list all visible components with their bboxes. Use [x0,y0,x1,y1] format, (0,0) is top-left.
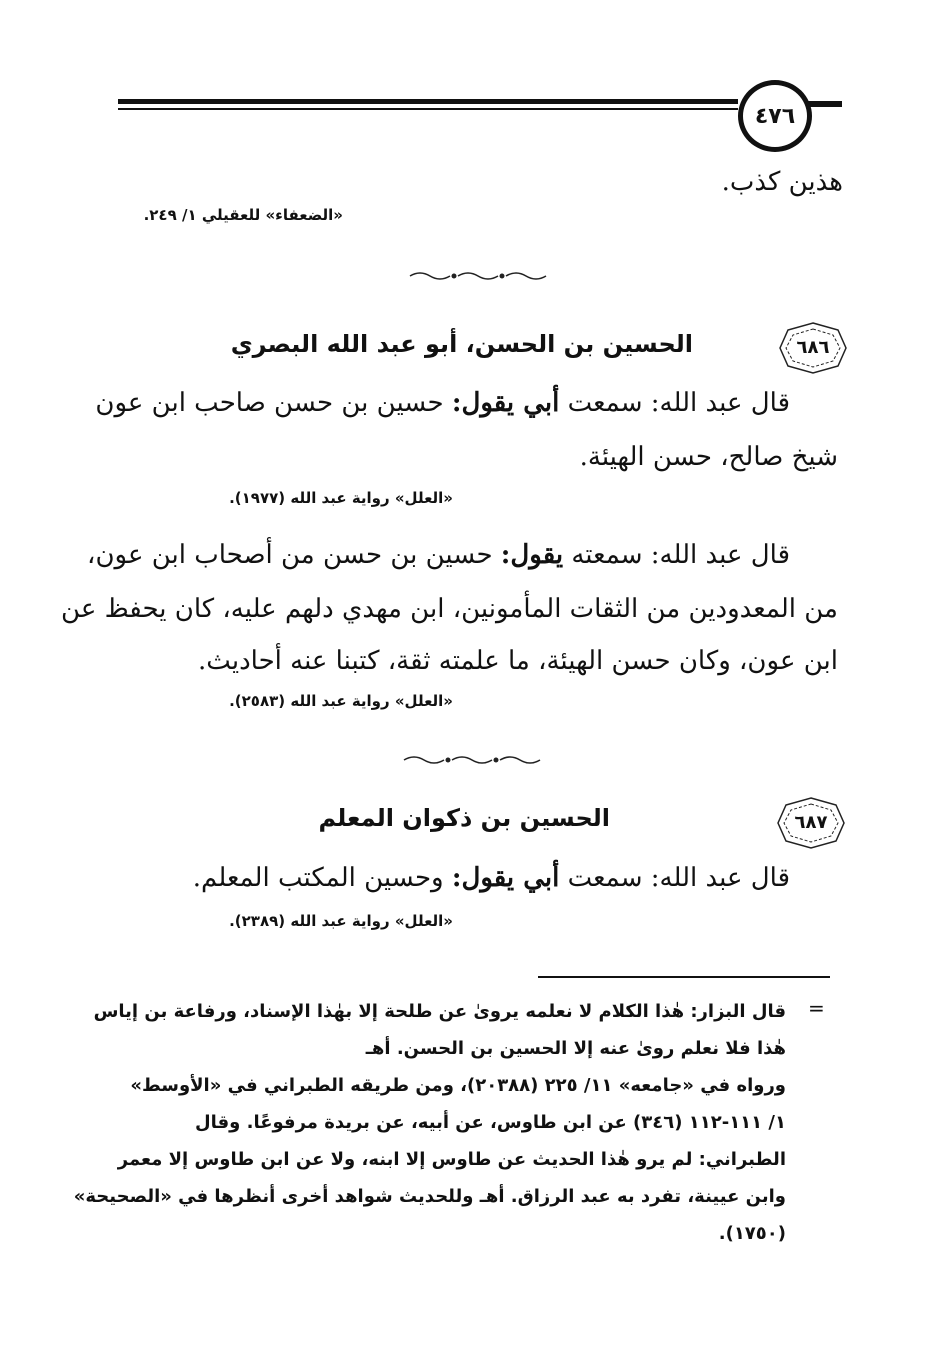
quote-line: قال عبد الله: سمعت أبي يقول: حسين بن حسن صاحب ابن عون [95,388,790,418]
quote-line: قال عبد الله: سمعت أبي يقول: وحسين المكتب المعلم. [192,863,790,893]
reference-top: «الضعفاء» للعقيلي ١/ ٢٤٩. [143,206,343,224]
footnote-line: (١٧٥٠). [718,1223,786,1244]
footnote-line: ورواه في «جامعه» ١١/ ٢٢٥ (٢٠٣٨٨)، ومن طريقه الطبراني في «الأوسط» [130,1075,786,1096]
page-number: ٤٧٦ [738,80,812,152]
footnote-rule [538,976,830,978]
header-rule-thick [118,99,738,104]
quote-line: قال عبد الله: سمعته يقول: حسين بن حسن من أصحاب ابن عون، [87,540,790,570]
reference: «العلل» رواية عبد الله (٢٣٨٩). [229,912,453,930]
header-rule-thin [118,108,738,110]
reference: «العلل» رواية عبد الله (١٩٧٧). [229,489,453,507]
quote-line: شيخ صالح، حسن الهيئة. [579,442,838,472]
footnote-line: وابن عيينة، تفرد به عبد الرزاق. أهـ وللحديث شواهد أخرى أنظرها في «الصحيحة» [73,1186,786,1207]
ornament-divider [402,752,548,768]
footnote-marker: = [808,996,825,1020]
entry-number-badge: ٦٨٦ [778,320,848,376]
quote-line: من المعدودين من الثقات المأمونين، ابن مهدي دلهم عليه، كان يحفظ عن [61,594,838,624]
entry-title: الحسين بن الحسن، أبو عبد الله البصري [230,330,693,358]
footnote-line: هٰذا فلا نعلم روىٰ عنه إلا الحسين بن الحسن. أهـ [365,1038,786,1059]
header-rule-right [808,101,842,107]
entry-title: الحسين بن ذكوان المعلم [318,804,610,832]
entry-number-badge: ٦٨٧ [776,795,846,851]
quote-line: ابن عون، وكان حسن الهيئة، ما علمته ثقة، كتبنا عنه أحاديث. [198,646,838,676]
ornament-divider [408,268,554,284]
footnote-line: قال البزار: هٰذا الكلام لا نعلمه يروىٰ عن طلحة إلا بهٰذا الإسناد، ورفاعة بن إياس [93,1001,786,1022]
continuation-text: هذين كذب. [721,167,843,197]
reference: «العلل» رواية عبد الله (٢٥٨٣). [229,692,453,710]
footnote-line: ١/ ١١١-١١٢ (٣٤٦) عن ابن طاوس، عن أبيه، عن بريدة مرفوعًا. وقال [195,1112,786,1133]
footnote-line: الطبراني: لم يرو هٰذا الحديث عن طاوس إلا ابنه، ولا عن ابن طاوس إلا معمر [117,1149,786,1170]
